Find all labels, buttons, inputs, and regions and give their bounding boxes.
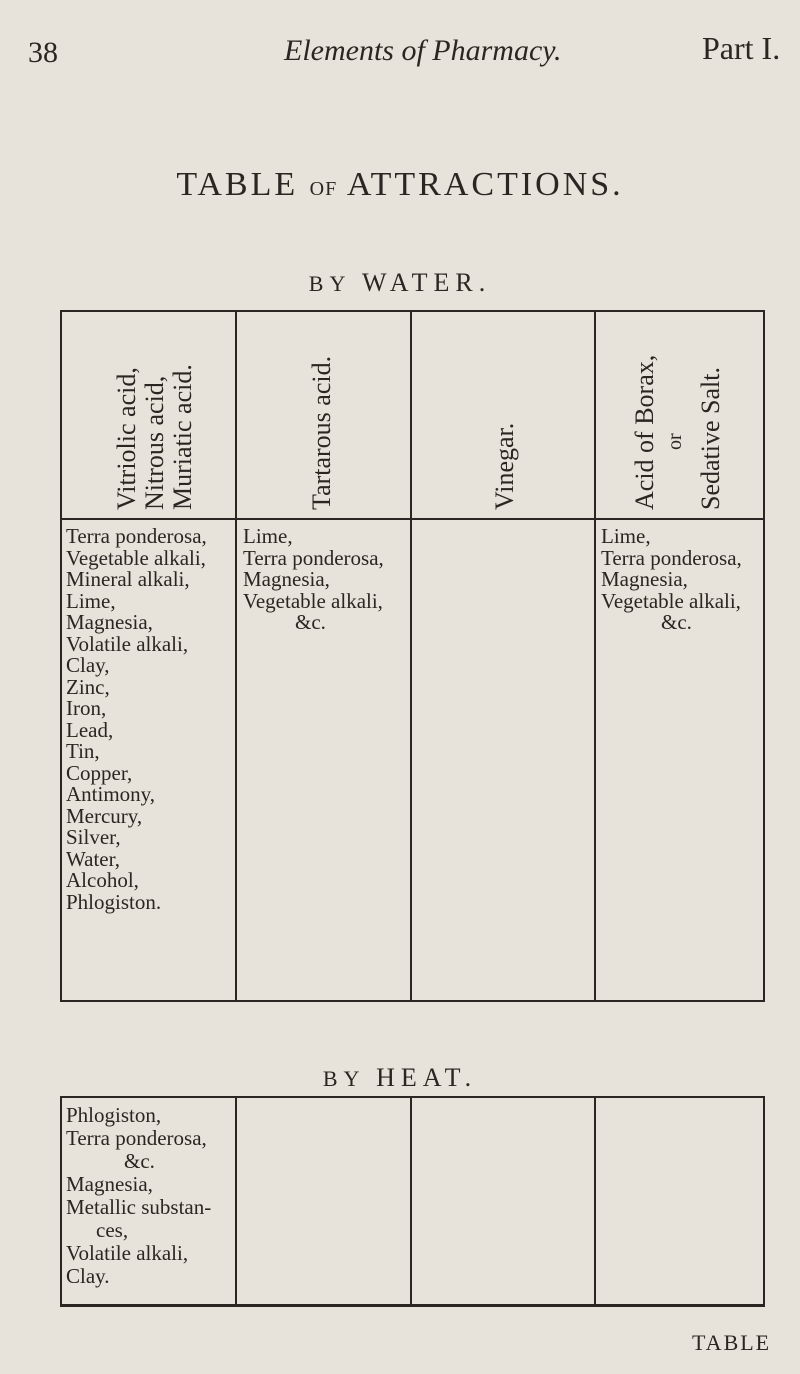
water-col2-list — [243, 526, 384, 634]
heat-word: HEAT. — [376, 1063, 478, 1092]
heat-table — [60, 1096, 765, 1311]
list-item: Silver, — [66, 825, 121, 849]
catchword: TABLE — [692, 1330, 772, 1355]
header-divider — [60, 518, 765, 520]
list-item: &c. — [295, 610, 326, 634]
water-col4-list — [601, 526, 742, 634]
list-item: Terra ponderosa, — [601, 545, 742, 570]
header-sedative-salt: Sedative Salt. — [696, 367, 725, 510]
part-label: Part I. — [702, 30, 781, 66]
list-item: &c. — [661, 610, 692, 634]
list-item: Vegetable alkali, — [243, 588, 383, 613]
water-section-title — [0, 268, 800, 298]
list-item: Iron, — [66, 696, 107, 720]
col-line-left — [60, 1096, 62, 1307]
list-item: Antimony, — [66, 782, 156, 806]
col-line-2 — [410, 1096, 412, 1307]
list-item: Vegetable alkali, — [601, 588, 741, 613]
list-item: ces, — [96, 1218, 129, 1242]
list-item: Magnesia, — [66, 1172, 153, 1196]
header-muriatic: Muriatic acid. — [168, 364, 197, 510]
col-line-2 — [410, 310, 412, 1002]
list-item: Lime, — [66, 588, 116, 613]
list-item: Terra ponderosa, — [66, 524, 207, 548]
list-item: Clay. — [66, 1264, 110, 1288]
title-of: OF — [309, 178, 338, 200]
page-title — [0, 166, 800, 204]
list-item: Volatile alkali, — [66, 631, 189, 656]
list-item: Mercury, — [66, 803, 143, 828]
list-item: Metallic substan- — [66, 1195, 212, 1219]
water-table — [60, 310, 765, 1030]
col-line-left — [60, 310, 62, 1002]
list-item: Magnesia, — [243, 567, 330, 591]
heat-by: BY — [322, 1066, 365, 1091]
col-line-3 — [594, 1096, 596, 1307]
title-attractions: ATTRACTIONS. — [346, 166, 624, 203]
list-item: Zinc, — [66, 674, 110, 699]
water-by: BY — [308, 271, 351, 296]
running-title: Elements of Pharmacy. — [284, 34, 562, 67]
list-item: Lime, — [601, 524, 651, 548]
header-tartarous: Tartarous acid. — [307, 355, 336, 510]
col-line-3 — [594, 310, 596, 1002]
list-item: Terra ponderosa, — [243, 545, 384, 570]
title-table: TABLE — [176, 166, 299, 203]
heat-col1-list — [66, 1104, 211, 1288]
col-line-1 — [235, 1096, 237, 1307]
list-item: Water, — [66, 846, 121, 871]
heat-section-title — [0, 1063, 800, 1093]
table-bottom-border — [60, 1000, 765, 1002]
water-word: WATER. — [362, 268, 492, 297]
header-nitrous: Nitrous acid, — [140, 375, 169, 510]
list-item: Mineral alkali, — [66, 567, 190, 591]
header-vinegar: Vinegar. — [490, 422, 519, 510]
table-top-border — [60, 310, 765, 312]
list-item: Alcohol, — [66, 868, 139, 892]
water-col1-list — [66, 526, 207, 913]
table-top-border — [60, 1096, 765, 1098]
header-or: or — [664, 433, 686, 450]
list-item: &c. — [124, 1149, 155, 1173]
list-item: Volatile alkali, — [66, 1241, 189, 1265]
list-item: Phlogiston. — [66, 889, 162, 914]
col-line-1 — [235, 310, 237, 1002]
list-item: Vegetable alkali, — [66, 545, 206, 570]
col-line-right — [763, 310, 765, 1002]
col-line-right — [763, 1096, 765, 1307]
list-item: Lead, — [66, 717, 114, 742]
list-item: Clay, — [66, 653, 110, 677]
list-item: Magnesia, — [601, 567, 688, 591]
list-item: Copper, — [66, 760, 133, 785]
list-item: Tin, — [66, 739, 100, 763]
page-number: 38 — [28, 36, 58, 69]
header-vitriolic: Vitriolic acid, — [112, 367, 141, 510]
list-item: Magnesia, — [66, 610, 153, 634]
header-acid-borax: Acid of Borax, — [630, 354, 659, 510]
list-item: Phlogiston, — [66, 1103, 162, 1127]
list-item: Terra ponderosa, — [66, 1126, 207, 1150]
list-item: Lime, — [243, 524, 293, 548]
table-bottom-border — [60, 1304, 765, 1307]
